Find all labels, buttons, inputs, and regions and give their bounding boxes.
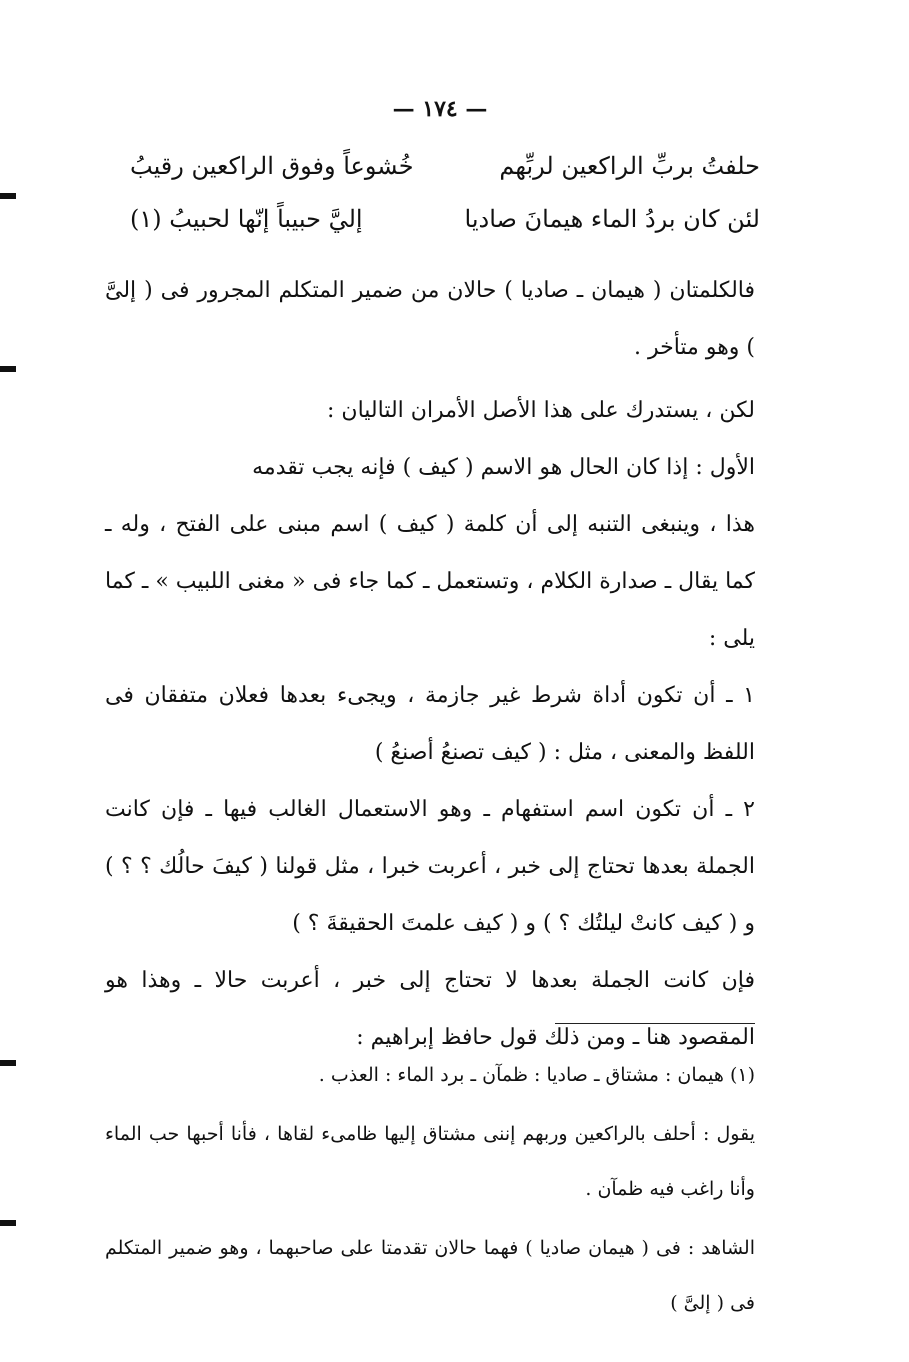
paragraph: ١ ـ أن تكون أداة شرط غير جازمة ، ويجىء بعدها فعلان متفقان فى اللفظ والمعنى ، مثل : ( كيف تصنعُ أصنعُ ): [105, 683, 755, 765]
paragraph: فإن كانت الجملة بعدها لا تحتاج إلى خبر ، أعربت حالا ـ وهذا هو المقصود هنا ـ ومن ذلك قول حافظ إبراهيم :: [105, 968, 755, 1050]
paragraph: فالكلمتان ( هيمان ـ صاديا ) حالان من ضمير المتكلم المجرور فى ( إلىَّ ) وهو متأخر .: [105, 278, 755, 360]
verse-first-hemistich: لئن كان بردُ الماء هيمانَ صاديا: [464, 205, 760, 233]
verse-second-hemistich: خُشوعاً وفوق الراكعين رقيبُ: [130, 152, 414, 180]
scan-margin-mark: [0, 1060, 16, 1066]
scan-margin-mark: [0, 1220, 16, 1226]
scan-margin-mark: [0, 366, 16, 372]
footnote: (١) هيمان : مشتاق ـ صاديا : ظمآن ـ برد الماء : العذب .: [318, 1064, 755, 1086]
scan-margin-mark: [0, 193, 16, 199]
verse-line: [130, 205, 760, 255]
footnotes: [105, 1048, 755, 1331]
page-number: — ۱۷٤ —: [392, 96, 488, 122]
verse-line: [130, 152, 760, 202]
footnote: الشاهد : فى ( هيمان صاديا ) فهما حالان تقدمتا على صاحبهما ، وهو ضمير المتكلم فى ( إلىَّ ): [105, 1237, 755, 1314]
main-text: [105, 262, 755, 1066]
verse-first-hemistich: حلفتُ بربِّ الراكعين لربِّهم: [499, 152, 760, 180]
paragraph: ٢ ـ أن تكون اسم استفهام ـ وهو الاستعمال الغالب فيها ـ فإن كانت الجملة بعدها تحتاج إلى خبر ، أعربت خبرا ، مثل قولنا ( كيفَ حالُك ؟ ؟ ) و ( كيف كانتْ ليلتُك ؟ ) و ( كيف علمتَ الحقيقةَ ؟ ): [105, 797, 755, 936]
paragraph: هذا ، وينبغى التنبه إلى أن كلمة ( كيف ) اسم مبنى على الفتح ، وله ـ كما يقال ـ صدارة الكلام ، وتستعمل ـ كما جاء فى « مغنى اللبيب » ـ كما يلى :: [105, 512, 755, 651]
footnote-divider: [555, 1023, 755, 1024]
footnote: يقول : أحلف بالراكعين وربهم إننى مشتاق إليها ظامىء لقاها ، فأنا أحبها حب الماء وأنا راغب فيه ظمآن .: [105, 1123, 755, 1200]
verse-second-hemistich: إليَّ حبيباً إنّها لحبيبُ (١): [130, 205, 363, 233]
paragraph: الأول : إذا كان الحال هو الاسم ( كيف ) فإنه يجب تقدمه: [252, 455, 755, 480]
paragraph: لكن ، يستدرك على هذا الأصل الأمران التاليان :: [327, 398, 755, 423]
